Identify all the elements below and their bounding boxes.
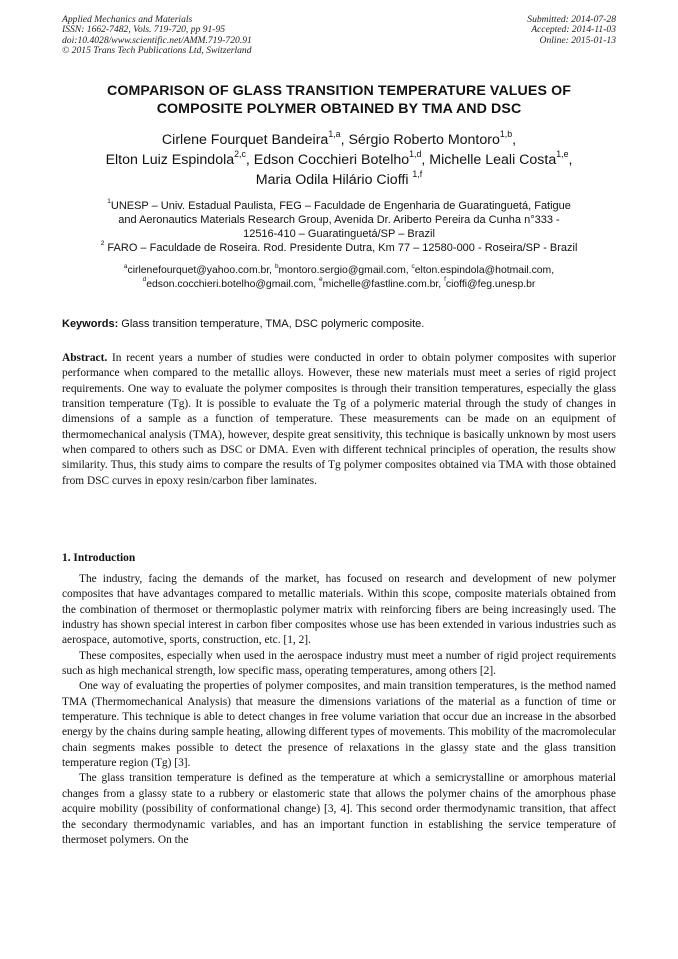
online-date: Online: 2015-01-13	[539, 34, 616, 46]
author-affil-sup: 1,b	[499, 128, 513, 139]
author-line-3	[62, 170, 616, 190]
paragraph: The industry, facing the demands of the market, has focused on research and development of new polymer composites that have advantages compared to metallic materials. Within this scope, composite materials obtained from the combination of thermoset or thermoplastic polymer matrix with reinforcing fibers are being increasingly used. The industry has shown special interest in carbon fiber composites whose use has been extended in various industries such as aerospace, automotive, sports, construction, etc. [1, 2].	[62, 573, 616, 647]
title-line-2: COMPOSITE POLYMER OBTAINED BY TMA AND DSC	[156, 101, 522, 117]
email-address: edson.cocchieri.botelho@gmail.com,	[146, 278, 320, 290]
copyright-line: © 2015 Trans Tech Publications Ltd, Switzerland	[62, 45, 252, 57]
paragraph: One way of evaluating the properties of polymer composites, and main transition temperatures, is the method named TMA (Thermomechanical Analysis) that measure the dimensions variations of the material as a function of time or temperature. This technique is able to detect changes in free volume variation that occur due an increase in the absorbed energy by the chains during sample heating, allowing different types of movements. This mobility of the macromolecular chain segments makes possible to detect the presence of relaxations in the glassy state and the glass transition temperature region (Tg) [3].	[62, 680, 616, 770]
dates-header	[527, 15, 616, 46]
issn-line: ISSN: 1662-7482, Vols. 719-720, pp 91-95	[62, 24, 226, 36]
author-name: Cirlene Fourquet Bandeira	[161, 132, 329, 148]
author-name: Elton Luiz Espindola	[105, 152, 235, 168]
affiliation-1-line-1	[62, 199, 616, 213]
author-affil-sup: 1,d	[409, 148, 422, 159]
keywords-label: Keywords:	[62, 318, 119, 330]
author-list	[62, 130, 616, 190]
affiliation-1-line-2: and Aeronautics Materials Research Group, Avenida Dr. Ariberto Pereira da Cunha n°333 -	[118, 214, 560, 226]
email-address: elton.espindola@hotmail.com,	[414, 265, 555, 276]
abstract	[62, 351, 616, 489]
author-emails	[62, 264, 616, 291]
author-sep: ,	[340, 132, 349, 148]
abstract-label: Abstract.	[62, 352, 108, 364]
author-sep: ,	[421, 152, 430, 168]
author-name: Sérgio Roberto Montoro	[348, 132, 500, 148]
author-line-2	[62, 150, 616, 170]
journal-name: Applied Mechanics and Materials	[62, 14, 193, 25]
affiliations	[62, 199, 616, 255]
author-affil-sup: 2,c	[234, 148, 246, 159]
author-affil-sup: 1,f	[412, 168, 423, 179]
author-affil-sup: 1,e	[556, 148, 569, 159]
author-sep: ,	[245, 152, 254, 168]
author-sep: ,	[568, 152, 573, 168]
email-line-2	[62, 278, 616, 292]
accepted-date: Accepted: 2014-11-03	[531, 24, 616, 36]
section-heading: 1. Introduction	[62, 552, 136, 564]
doi-line: doi:10.4028/www.scientific.net/AMM.719-720.91	[62, 34, 252, 46]
email-address: michelle@fastline.com.br,	[322, 278, 445, 290]
keywords	[62, 317, 616, 331]
author-affil-sup: 1,a	[328, 128, 341, 139]
affiliation-sup: 1	[107, 198, 111, 206]
author-name: Maria Odila Hilário Cioffi	[255, 172, 413, 188]
keywords-text: Glass transition temperature, TMA, DSC polymeric composite.	[118, 318, 425, 330]
email-sup: a	[123, 262, 128, 270]
email-sup: c	[411, 262, 415, 270]
introduction-section	[62, 551, 616, 848]
email-sup: d	[142, 276, 147, 284]
email-address: montoro.sergio@gmail.com,	[278, 265, 412, 276]
author-line-1	[62, 130, 616, 150]
affiliation-2	[62, 241, 616, 255]
affiliation-text: UNESP – Univ. Estadual Paulista, FEG – Faculdade de Engenharia de Guaratinguetá, Fatigue	[110, 200, 571, 212]
author-name: Edson Cocchieri Botelho	[253, 152, 410, 168]
email-sup: b	[274, 262, 279, 270]
email-sup: e	[319, 276, 323, 284]
paper-title	[62, 82, 616, 118]
affiliation-text: FARO – Faculdade de Roseira. Rod. Presidente Dutra, Km 77 – 12580-000 - Roseira/SP - Brazil	[104, 242, 578, 254]
paragraph: These composites, especially when used in the aerospace industry must meet a number of rigid project requirements such as high mechanical strength, low specific mass, operating temperatures, among others [2].	[62, 649, 616, 678]
author-name: Michelle Leali Costa	[429, 152, 557, 168]
paragraph: The glass transition temperature is defined as the temperature at which a semicrystalline or amorphous material changes from a glassy state to a rubbery or elastomeric state that allows the polymer chains of the amorphous phase acquire mobility (possibility of conformational change) [3, 4]. This second order thermodynamic transition, that affect the secondary thermodynamic variables, and has an important function in establishing the service temperature of thermoset polymers. On the	[62, 772, 616, 846]
author-sep: ,	[512, 132, 517, 148]
title-line-1: COMPARISON OF GLASS TRANSITION TEMPERATURE VALUES OF	[107, 83, 571, 99]
email-sup: f	[444, 276, 446, 284]
email-address: cioffi@feg.unesp.br	[445, 278, 536, 290]
affiliation-sup: 2	[100, 240, 105, 248]
journal-header	[62, 15, 252, 57]
affiliation-1-line-3: 12516-410 – Guaratinguetá/SP – Brazil	[243, 228, 435, 240]
abstract-text: In recent years a number of studies were conducted in order to obtain polymer composites with superior performance when compared to the metallic alloys. However, these new materials must meet a series of rigid project requirements. One way to evaluate the polymer composites is through their transition temperatures, especially the glass transition temperature (Tg). It is possible to evaluate the Tg of a polymeric material through the study of changes in dimensions of a sample as a function of temperature. These measurements can be made on an equipment of thermomechanical analysis (TMA), however, despite great sensitivity, this technique is basically unknown by most users when compared to others such as DSC or DMA. Even with different technical principles of operation, the results show similarity. Thus, this study aims to compare the results of Tg polymer composites obtained via TMA with those obtained from DSC curves in epoxy resin/carbon fiber laminates.	[62, 352, 616, 487]
email-address: cirlenefourquet@yahoo.com.br,	[127, 265, 275, 276]
submitted-date: Submitted: 2014-07-28	[527, 14, 616, 25]
